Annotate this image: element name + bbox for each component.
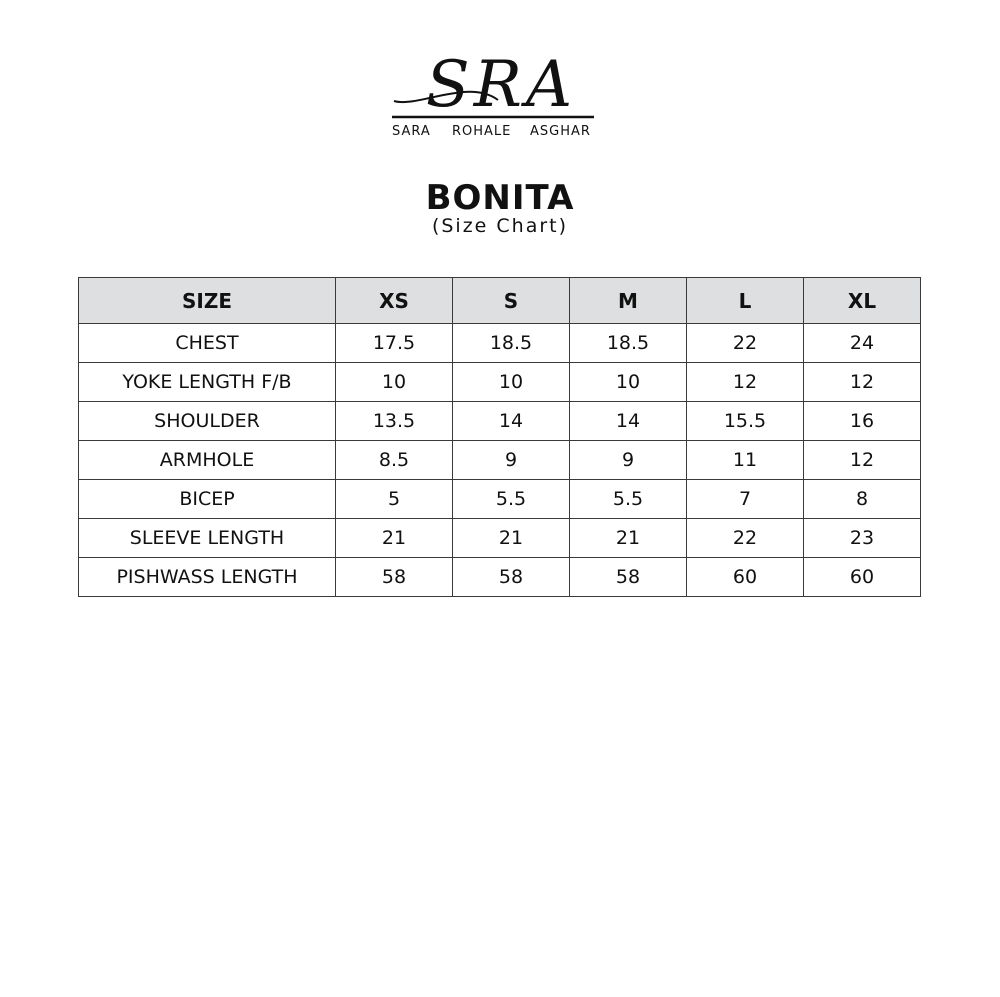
size-column-header: S [453, 278, 570, 324]
measurement-label: ARMHOLE [79, 441, 336, 480]
table-row [79, 480, 921, 519]
page-title: BONITA [425, 178, 575, 218]
measurement-value: 24 [804, 324, 921, 363]
measurement-value: 8.5 [336, 441, 453, 480]
brand-name-middle: ROHALE [452, 124, 512, 139]
measurement-value: 5.5 [570, 480, 687, 519]
measurement-value: 21 [453, 519, 570, 558]
measurement-value: 10 [570, 363, 687, 402]
measurement-value: 8 [804, 480, 921, 519]
measurement-value: 58 [453, 558, 570, 597]
table-row [79, 519, 921, 558]
measurement-value: 5 [336, 480, 453, 519]
measurement-value: 12 [687, 363, 804, 402]
measurement-value: 16 [804, 402, 921, 441]
measurement-value: 60 [804, 558, 921, 597]
table-row [79, 441, 921, 480]
brand-logo [388, 44, 614, 144]
measurement-value: 18.5 [570, 324, 687, 363]
measurement-label: YOKE LENGTH F/B [79, 363, 336, 402]
measurement-label: PISHWASS LENGTH [79, 558, 336, 597]
measurement-value: 58 [336, 558, 453, 597]
size-column-header: XS [336, 278, 453, 324]
measurement-value: 23 [804, 519, 921, 558]
measurement-label: BICEP [79, 480, 336, 519]
measurement-value: 10 [453, 363, 570, 402]
measurement-value: 18.5 [453, 324, 570, 363]
table-row [79, 402, 921, 441]
table-header-row [79, 278, 921, 324]
size-chart-table [78, 277, 921, 597]
measurement-value: 14 [570, 402, 687, 441]
measurement-label: SLEEVE LENGTH [79, 519, 336, 558]
measurement-value: 10 [336, 363, 453, 402]
table-row [79, 363, 921, 402]
table-row [79, 558, 921, 597]
size-column-header: M [570, 278, 687, 324]
size-column-header: L [687, 278, 804, 324]
measurement-value: 14 [453, 402, 570, 441]
size-column-header: XL [804, 278, 921, 324]
measurement-value: 21 [336, 519, 453, 558]
table-row [79, 324, 921, 363]
measurement-value: 12 [804, 363, 921, 402]
measurement-value: 13.5 [336, 402, 453, 441]
measurement-value: 21 [570, 519, 687, 558]
page-subtitle: (Size Chart) [431, 215, 569, 237]
measurement-label: CHEST [79, 324, 336, 363]
measurement-value: 11 [687, 441, 804, 480]
measurement-value: 7 [687, 480, 804, 519]
measurement-value: 9 [453, 441, 570, 480]
measurement-value: 5.5 [453, 480, 570, 519]
measurement-value: 58 [570, 558, 687, 597]
size-header-label: SIZE [79, 278, 336, 324]
measurement-value: 22 [687, 324, 804, 363]
measurement-value: 22 [687, 519, 804, 558]
brand-name-last: ASGHAR [530, 124, 591, 139]
brand-name-first: SARA [392, 124, 431, 139]
measurement-value: 60 [687, 558, 804, 597]
measurement-value: 15.5 [687, 402, 804, 441]
measurement-value: 9 [570, 441, 687, 480]
measurement-value: 12 [804, 441, 921, 480]
brand-monogram: SRA [425, 48, 577, 122]
measurement-label: SHOULDER [79, 402, 336, 441]
measurement-value: 17.5 [336, 324, 453, 363]
